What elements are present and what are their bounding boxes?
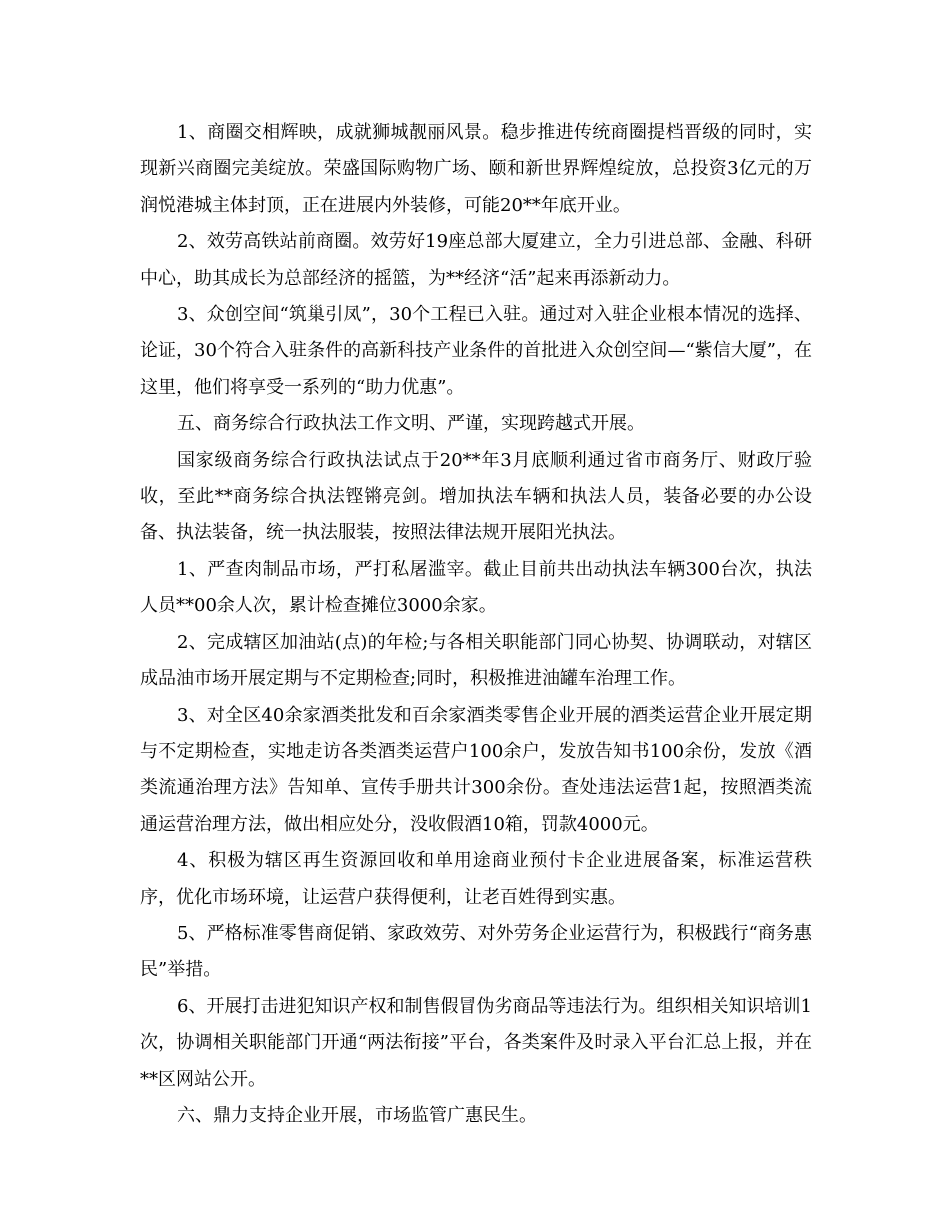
paragraph-2: 2、效劳高铁站前商圈。效劳好19座总部大厦建立，全力引进总部、金融、科研中心，助其成长为总部经济的摇篮，为**经济“活”起来再添新动力。 bbox=[140, 231, 812, 289]
paragraph-5: 国家级商务综合行政执法试点于20**年3月底顺利通过省市商务厅、财政厅验收，至此**商务综合执法铿锵亮剑。增加执法车辆和执法人员，装备必要的办公设备、执法装备，统一执法服装，按照法律法规开展阳光执法。 bbox=[140, 449, 812, 544]
paragraph-1: 1、商圈交相辉映，成就狮城靓丽风景。稳步推进传统商圈提档晋级的同时，实现新兴商圈完美绽放。荣盛国际购物广场、颐和新世界辉煌绽放，总投资3亿元的万润悦港城主体封顶，正在进展内外装修，可能20**年底开业。 bbox=[140, 122, 812, 216]
paragraph-3: 3、众创空间“筑巢引凤”，30个工程已入驻。通过对入驻企业根本情况的选择、论证，30个符合入驻条件的高新科技产业条件的首批进入众创空间—“紫信大厦”，在这里，他们将享受一系列的“助力优惠”。 bbox=[140, 304, 812, 398]
paragraph-6: 1、严查肉制品市场，严打私屠滥宰。截止目前共出动执法车辆300台次，执法人员**00余人次，累计检查摊位3000余家。 bbox=[140, 558, 812, 617]
section-heading-5: 五、商务综合行政执法工作文明、严谨，实现跨越式开展。 bbox=[177, 413, 645, 435]
paragraph-11: 6、开展打击进犯知识产权和制售假冒伪劣商品等违法行为。组织相关知识培训1次，协调相关职能部门开通“两法衔接”平台，各类案件及时录入平台汇总上报，并在**区网站公开。 bbox=[140, 995, 812, 1090]
paragraph-7: 2、完成辖区加油站(点)的年检;与各相关职能部门同心协契、协调联动，对辖区成品油市场开展定期与不定期检查;同时，积极推进油罐车治理工作。 bbox=[140, 631, 812, 690]
paragraph-9: 4、积极为辖区再生资源回收和单用途商业预付卡企业进展备案，标准运营秩序，优化市场环境，让运营户获得便利，让老百姓得到实惠。 bbox=[140, 850, 812, 908]
paragraph-8: 3、对全区40余家酒类批发和百余家酒类零售企业开展的酒类运营企业开展定期与不定期检查，实地走访各类酒类运营户100余户，发放告知书100余份，发放《酒类流通治理方法》告知单、宣传手册共计300余份。查处违法运营1起，按照酒类流通运营治理方法，做出相应处分，没收假酒10箱，罚款4000元。 bbox=[140, 704, 812, 835]
paragraph-10: 5、严格标准零售商促销、家政效劳、对外劳务企业运营行为，积极践行“商务惠民”举措。 bbox=[140, 922, 812, 981]
section-heading-6: 六、鼎力支持企业开展，市场监管广惠民生。 bbox=[177, 1104, 537, 1126]
document-page bbox=[140, 115, 812, 1134]
